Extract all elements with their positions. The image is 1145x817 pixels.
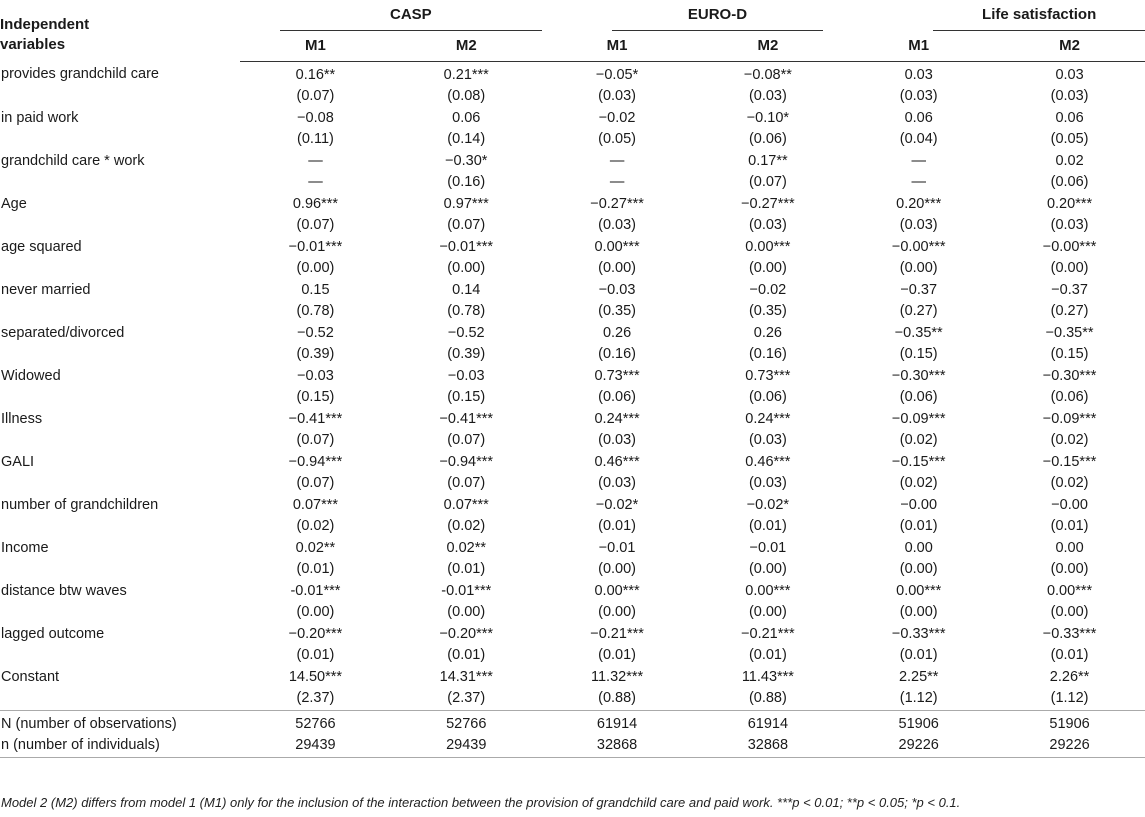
count-label: n (number of individuals): [0, 735, 240, 757]
coefficient-cell: −0.35**: [1045, 324, 1094, 341]
coefficient-cell: 0.03: [1055, 66, 1084, 83]
coefficient-cell: −0.09***: [891, 410, 946, 427]
standard-error-cell: (0.07): [447, 475, 486, 491]
standard-error-cell: (0.03): [1050, 88, 1089, 104]
table-row: [0, 366, 1145, 388]
standard-error-cell: (0.02): [296, 518, 335, 534]
standard-error-cell: (0.00): [598, 260, 636, 276]
empty-cell: [0, 387, 240, 409]
standard-error-cell: (0.01): [1050, 647, 1089, 663]
standard-error-cell: (0.01): [598, 518, 636, 534]
standard-error-cell: —: [609, 174, 625, 190]
standard-error-cell: (0.88): [542, 688, 693, 710]
coefficient-cell: 0.03: [904, 66, 933, 83]
standard-error-cell: (0.00): [748, 561, 787, 577]
coefficient-cell: −0.08**: [743, 66, 792, 83]
empty-cell: [0, 344, 240, 366]
coefficient-cell: −0.01***: [439, 238, 494, 255]
standard-error-cell: (0.07): [296, 432, 335, 448]
group-header-life-satisfaction: Life satisfaction: [843, 0, 1145, 31]
count-cell: 51906: [1049, 715, 1090, 732]
standard-error-cell: (0.07): [447, 217, 486, 233]
table-row-se: [0, 473, 1145, 495]
table-row: [0, 624, 1145, 646]
coefficient-cell: 0.02**: [295, 539, 336, 556]
coefficient-cell: −0.37: [1051, 281, 1088, 298]
coefficient-cell: 0.06: [1055, 109, 1084, 126]
coefficient-cell: 0.06: [904, 109, 933, 126]
coefficient-cell: −0.00: [1051, 496, 1088, 513]
table-row-se: [0, 258, 1145, 280]
standard-error-cell: (0.06): [1050, 174, 1089, 190]
table-row-se: [0, 129, 1145, 151]
coefficient-cell: −0.37: [900, 281, 938, 298]
independent-variables-header: Independent variables: [0, 15, 90, 53]
coefficient-cell: −0.10*: [746, 109, 790, 126]
coefficient-cell: 0.17**: [748, 152, 788, 169]
standard-error-cell: (0.07): [296, 475, 335, 491]
standard-error-cell: (0.07): [748, 174, 787, 190]
variable-label: Age: [1, 195, 27, 212]
coefficient-rows: [0, 61, 1145, 710]
variable-label: in paid work: [1, 109, 79, 126]
empty-cell: [0, 645, 240, 667]
coefficient-cell: 0.20***: [896, 195, 942, 212]
standard-error-cell: (0.15): [296, 389, 335, 405]
count-rows: [0, 710, 1145, 757]
coefficient-cell: 2.26**: [1049, 668, 1090, 685]
count-row: [0, 710, 1145, 735]
coefficient-cell: —: [609, 152, 625, 169]
table-row-se: [0, 215, 1145, 237]
variable-label: Illness: [1, 410, 43, 427]
coefficient-cell: −0.09***: [1042, 410, 1097, 427]
standard-error-cell: (0.01): [899, 518, 938, 534]
coefficient-cell: −0.03: [598, 281, 636, 298]
variable-label: never married: [1, 281, 91, 298]
standard-error-cell: (0.03): [899, 88, 938, 104]
model-header: M1: [240, 31, 391, 62]
coefficient-cell: 0.00***: [745, 238, 791, 255]
standard-error-cell: (0.02): [447, 518, 486, 534]
variable-label: Widowed: [1, 367, 61, 384]
coefficient-cell: −0.01: [749, 539, 787, 556]
coefficient-cell: −0.01***: [288, 238, 343, 255]
empty-cell: [0, 129, 240, 151]
standard-error-cell: (0.14): [447, 131, 486, 147]
table-row: [0, 452, 1145, 474]
standard-error-cell: (0.03): [598, 88, 636, 104]
count-cell: 29226: [994, 735, 1145, 757]
standard-error-cell: (0.27): [899, 303, 938, 319]
coefficient-cell: −0.30*: [445, 152, 488, 169]
coefficient-cell: —: [308, 152, 323, 169]
standard-error-cell: (0.03): [598, 475, 636, 491]
coefficient-cell: −0.00***: [891, 238, 946, 255]
coefficient-cell: −0.00: [900, 496, 938, 513]
coefficient-cell: 0.26: [753, 324, 782, 341]
model-header: M1: [843, 31, 994, 62]
coefficient-cell: −0.08: [297, 109, 334, 126]
standard-error-cell: —: [308, 174, 323, 190]
standard-error-cell: (0.35): [598, 303, 636, 319]
model-header: M1: [542, 31, 693, 62]
standard-error-cell: (0.07): [447, 432, 486, 448]
coefficient-cell: −0.52: [297, 324, 334, 341]
table-row-se: [0, 645, 1145, 667]
model-header: M2: [692, 31, 843, 62]
coefficient-cell: −0.20***: [288, 625, 343, 642]
table-row: [0, 538, 1145, 560]
coefficient-cell: —: [911, 152, 926, 169]
table-footnote: Model 2 (M2) differs from model 1 (M1) only for the inclusion of the interaction between the provision of grandchild care and paid work. ***p < 0.01; **p < 0.05; *p < 0.1.: [1, 795, 961, 810]
table-row: [0, 151, 1145, 173]
standard-error-cell: (1.12): [994, 688, 1145, 710]
standard-error-cell: (0.00): [899, 260, 938, 276]
variable-label: age squared: [1, 238, 82, 255]
count-cell: 29226: [843, 735, 994, 757]
standard-error-cell: (0.16): [447, 174, 486, 190]
count-row: [0, 735, 1145, 757]
table-row: [0, 237, 1145, 259]
standard-error-cell: (0.00): [598, 604, 636, 620]
coefficient-cell: −0.52: [447, 324, 485, 341]
empty-cell: [0, 258, 240, 280]
count-cell: 51906: [898, 715, 939, 732]
standard-error-cell: (1.12): [843, 688, 994, 710]
coefficient-cell: −0.15***: [891, 453, 946, 470]
standard-error-cell: (0.08): [447, 88, 486, 104]
coefficient-cell: 0.00***: [896, 582, 942, 599]
coefficient-cell: −0.30***: [1042, 367, 1097, 384]
empty-cell: [0, 215, 240, 237]
coefficient-cell: 0.00***: [594, 582, 640, 599]
table-row: [0, 61, 1145, 86]
coefficient-cell: 0.00***: [1046, 582, 1093, 599]
coefficient-cell: −0.02: [749, 281, 787, 298]
standard-error-cell: (2.37): [391, 688, 542, 710]
variable-label: Constant: [1, 668, 60, 685]
coefficient-cell: -0.01***: [290, 582, 341, 599]
standard-error-cell: (0.00): [899, 561, 938, 577]
variable-label: GALI: [1, 453, 35, 470]
standard-error-cell: (0.06): [748, 389, 787, 405]
group-header-eurod: EURO-D: [542, 0, 844, 31]
coefficient-cell: 0.20***: [1046, 195, 1093, 212]
standard-error-cell: (0.00): [748, 260, 787, 276]
count-cell: 61914: [747, 715, 789, 732]
standard-error-cell: (0.35): [748, 303, 787, 319]
coefficient-cell: 0.00***: [745, 582, 791, 599]
standard-error-cell: (0.00): [296, 604, 335, 620]
standard-error-cell: (0.02): [1050, 475, 1089, 491]
standard-error-cell: (0.00): [447, 260, 486, 276]
variable-label: number of grandchildren: [1, 496, 159, 513]
coefficient-cell: −0.02: [598, 109, 636, 126]
empty-cell: [0, 473, 240, 495]
coefficient-cell: −0.03: [447, 367, 485, 384]
standard-error-cell: (0.01): [296, 647, 335, 663]
coefficient-cell: −0.02*: [746, 496, 790, 513]
standard-error-cell: (0.16): [598, 346, 636, 362]
empty-cell: [0, 688, 240, 710]
coefficient-cell: 0.14: [452, 281, 481, 298]
coefficient-cell: −0.03: [297, 367, 334, 384]
standard-error-cell: (0.88): [692, 688, 843, 710]
standard-error-cell: (0.15): [1050, 346, 1089, 362]
empty-cell: [0, 602, 240, 624]
count-cell: 52766: [295, 715, 336, 732]
standard-error-cell: (0.06): [598, 389, 636, 405]
standard-error-cell: (0.02): [1050, 432, 1089, 448]
count-cell: 29439: [391, 735, 542, 757]
table-row: [0, 409, 1145, 431]
count-cell: 52766: [446, 715, 487, 732]
empty-cell: [0, 430, 240, 452]
standard-error-cell: (0.02): [899, 475, 938, 491]
standard-error-cell: (0.01): [748, 647, 787, 663]
coefficient-cell: 0.24***: [745, 410, 791, 427]
standard-error-cell: (0.01): [447, 647, 486, 663]
standard-error-cell: (0.06): [748, 131, 787, 147]
table-row-se: [0, 688, 1145, 710]
table-row: [0, 581, 1145, 603]
table-row: [0, 323, 1145, 345]
table-row: [0, 108, 1145, 130]
table-row-se: [0, 301, 1145, 323]
coefficient-cell: 0.46***: [745, 453, 791, 470]
standard-error-cell: (0.00): [1050, 561, 1089, 577]
standard-error-cell: (0.39): [296, 346, 335, 362]
table-row: [0, 194, 1145, 216]
standard-error-cell: (0.03): [598, 432, 636, 448]
coefficient-cell: 0.07***: [443, 496, 489, 513]
coefficient-cell: 0.16**: [295, 66, 336, 83]
standard-error-cell: (0.00): [899, 604, 938, 620]
coefficient-cell: 0.73***: [745, 367, 791, 384]
standard-error-cell: (0.01): [598, 647, 636, 663]
variable-label: separated/divorced: [1, 324, 125, 341]
standard-error-cell: (0.27): [1050, 303, 1089, 319]
standard-error-cell: (0.00): [1050, 260, 1089, 276]
table-row: [0, 667, 1145, 689]
standard-error-cell: (0.04): [899, 131, 938, 147]
standard-error-cell: (0.06): [1050, 389, 1089, 405]
standard-error-cell: (0.11): [297, 131, 334, 147]
table-row-se: [0, 172, 1145, 194]
table-row-se: [0, 430, 1145, 452]
coefficient-cell: 11.43***: [741, 668, 794, 685]
standard-error-cell: (0.00): [598, 561, 636, 577]
standard-error-cell: (2.37): [240, 688, 391, 710]
variable-label: lagged outcome: [1, 625, 105, 642]
standard-error-cell: (0.03): [598, 217, 636, 233]
table-row-se: [0, 387, 1145, 409]
standard-error-cell: (0.05): [598, 131, 636, 147]
coefficient-cell: 11.32***: [590, 668, 644, 685]
standard-error-cell: (0.01): [899, 647, 938, 663]
standard-error-cell: (0.00): [296, 260, 335, 276]
standard-error-cell: (0.03): [748, 217, 787, 233]
group-header-casp: CASP: [240, 0, 542, 31]
standard-error-cell: (0.01): [1050, 518, 1089, 534]
coefficient-cell: −0.94***: [288, 453, 343, 470]
standard-error-cell: (0.78): [296, 303, 335, 319]
coefficient-cell: 0.06: [452, 109, 481, 126]
coefficient-cell: 0.26: [602, 324, 632, 341]
standard-error-cell: (0.03): [899, 217, 938, 233]
standard-error-cell: (0.07): [296, 88, 335, 104]
coefficient-cell: −0.21***: [741, 625, 795, 642]
table-row-se: [0, 602, 1145, 624]
table-row: [0, 495, 1145, 517]
table-row-se: [0, 559, 1145, 581]
standard-error-cell: (0.03): [748, 432, 787, 448]
empty-cell: [0, 516, 240, 538]
standard-error-cell: (0.15): [447, 389, 486, 405]
coefficient-cell: −0.41***: [439, 410, 494, 427]
coefficient-cell: 0.02: [1055, 152, 1084, 169]
standard-error-cell: (0.03): [748, 475, 787, 491]
model-header: M2: [994, 31, 1145, 62]
coefficient-cell: 14.31***: [439, 668, 493, 685]
empty-cell: [0, 86, 240, 108]
coefficient-cell: 0.97***: [443, 195, 489, 212]
standard-error-cell: (0.03): [1050, 217, 1089, 233]
coefficient-cell: −0.15***: [1042, 453, 1097, 470]
coefficient-cell: 0.07***: [292, 496, 339, 513]
standard-error-cell: (0.00): [447, 604, 486, 620]
table-row-se: [0, 86, 1145, 108]
coefficient-cell: −0.94***: [439, 453, 494, 470]
coefficient-cell: 0.96***: [292, 195, 339, 212]
coefficient-cell: −0.02*: [595, 496, 639, 513]
standard-error-cell: (0.02): [899, 432, 938, 448]
variable-label: provides grandchild care: [1, 66, 159, 83]
coefficient-cell: 0.21***: [443, 66, 489, 83]
standard-error-cell: (0.00): [748, 604, 787, 620]
coefficient-cell: −0.01: [598, 539, 636, 556]
coefficient-cell: 0.46***: [594, 453, 640, 470]
standard-error-cell: (0.78): [447, 303, 486, 319]
standard-error-cell: (0.05): [1050, 131, 1089, 147]
count-cell: 61914: [596, 715, 638, 732]
coefficient-cell: 14.50***: [288, 668, 343, 685]
standard-error-cell: (0.01): [447, 561, 486, 577]
standard-error-cell: (0.39): [447, 346, 486, 362]
coefficient-cell: 0.00***: [594, 238, 640, 255]
standard-error-cell: (0.00): [1050, 604, 1089, 620]
coefficient-cell: −0.35**: [894, 324, 943, 341]
coefficient-cell: −0.27***: [590, 195, 644, 212]
coefficient-cell: 0.15: [301, 281, 330, 298]
standard-error-cell: (0.01): [748, 518, 787, 534]
standard-error-cell: (0.15): [899, 346, 938, 362]
coefficient-cell: 2.25**: [898, 668, 939, 685]
variable-label: distance btw waves: [1, 582, 127, 599]
table-row-se: [0, 344, 1145, 366]
empty-cell: [0, 301, 240, 323]
standard-error-cell: (0.07): [296, 217, 335, 233]
variable-label: Income: [1, 539, 49, 556]
standard-error-cell: (0.16): [748, 346, 787, 362]
table-row: [0, 280, 1145, 302]
coefficient-cell: 0.00: [904, 539, 933, 556]
coefficient-cell: 0.00: [1055, 539, 1084, 556]
table-row-se: [0, 516, 1145, 538]
coefficient-cell: −0.27***: [741, 195, 795, 212]
coefficient-cell: −0.41***: [288, 410, 343, 427]
count-cell: 32868: [692, 735, 843, 757]
coefficient-cell: 0.73***: [594, 367, 640, 384]
coefficient-cell: −0.30***: [891, 367, 946, 384]
coefficient-cell: −0.05*: [595, 66, 639, 83]
count-cell: 32868: [542, 735, 693, 757]
variable-label: grandchild care * work: [1, 152, 145, 169]
coefficient-cell: -0.01***: [441, 582, 492, 599]
coefficient-cell: −0.20***: [439, 625, 494, 642]
standard-error-cell: —: [911, 174, 926, 190]
empty-cell: [0, 172, 240, 194]
coefficient-cell: 0.24***: [594, 410, 640, 427]
standard-error-cell: (0.03): [748, 88, 787, 104]
count-label: N (number of observations): [1, 715, 177, 732]
coefficient-cell: −0.00***: [1042, 238, 1097, 255]
model-header: M2: [391, 31, 542, 62]
standard-error-cell: (0.06): [899, 389, 938, 405]
empty-cell: [0, 559, 240, 581]
coefficient-cell: 0.02**: [446, 539, 486, 556]
coefficient-cell: −0.33***: [891, 625, 946, 642]
count-cell: 29439: [240, 735, 391, 757]
standard-error-cell: (0.01): [296, 561, 335, 577]
coefficient-cell: −0.33***: [1042, 625, 1097, 642]
coefficient-cell: −0.21***: [590, 625, 644, 642]
